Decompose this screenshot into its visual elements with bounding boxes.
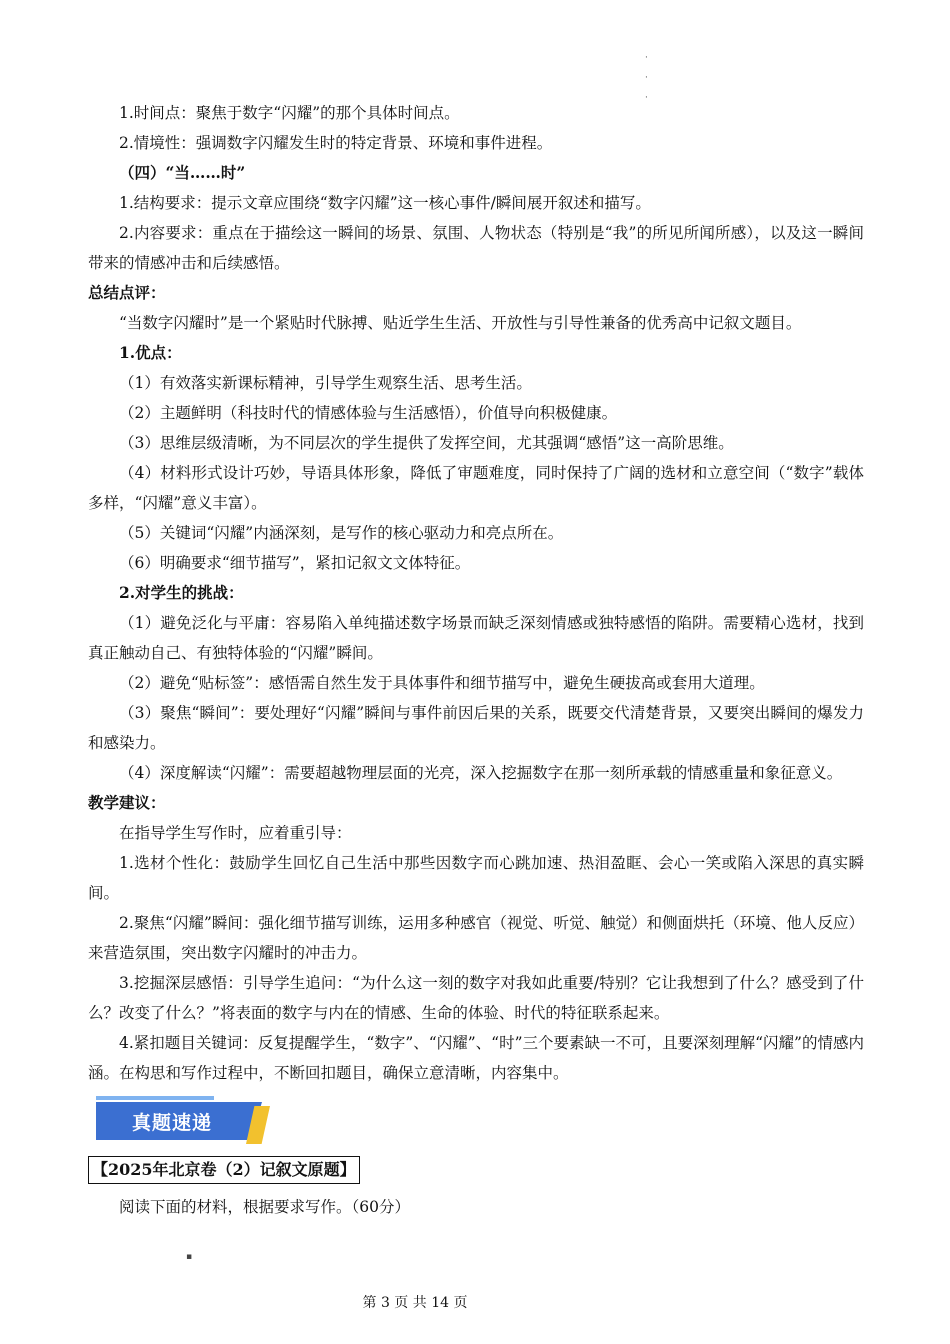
paragraph: 1.结构要求：提示文章应围绕“数字闪耀”这一核心事件/瞬间展开叙述和描写。 xyxy=(119,194,651,212)
list-item: 3.挖掘深层感悟：引导学生追问：“为什么这一刻的数字对我如此重要/特别？它让我想到了什么？感受到了什么？改变了什么？”将表面的数字与内在的情感、生命的体验、时代的特征联系起来。 xyxy=(88,974,864,1022)
section-heading: （四）“当……时” xyxy=(119,163,246,182)
exam-instruction: 阅读下面的材料，根据要求写作。（60分） xyxy=(119,1198,410,1216)
paragraph: 2.情境性：强调数字闪耀发生时的特定背景、环境和事件进程。 xyxy=(119,134,553,152)
paragraph: 在指导学生写作时，应着重引导： xyxy=(119,824,352,842)
list-item: （2）主题鲜明（科技时代的情感体验与生活感悟），价值导向积极健康。 xyxy=(119,404,618,422)
section-heading: 总结点评： xyxy=(88,283,166,302)
list-item: （1）避免泛化与平庸：容易陷入单纯描述数字场景而缺乏深刻情感或独特感悟的陷阱。需要精心选材，找到真正触动自己、有独特体验的“闪耀”瞬间。 xyxy=(88,614,864,662)
list-item: 1.选材个性化：鼓励学生回忆自己生活中那些因数字而心跳加速、热泪盈眶、会心一笑或陷入深思的真实瞬间。 xyxy=(88,854,864,902)
section-heading: 教学建议： xyxy=(88,793,166,812)
list-item: （1）有效落实新课标精神，引导学生观察生活、思考生活。 xyxy=(119,374,532,392)
section-banner xyxy=(96,1096,270,1146)
header-dots: · · · xyxy=(645,53,648,103)
list-item: 4.紧扣题目关键词：反复提醒学生，“数字”、“闪耀”、“时”三个要素缺一不可，且要深刻理解“闪耀”的情感内涵。在构思和写作过程中，不断回扣题目，确保立意清晰，内容集中。 xyxy=(88,1034,864,1082)
paragraph: 1.时间点：聚焦于数字“闪耀”的那个具体时间点。 xyxy=(119,104,460,122)
list-item: （5）关键词“闪耀”内涵深刻，是写作的核心驱动力和亮点所在。 xyxy=(119,524,564,542)
page-content xyxy=(88,98,864,1222)
subsection-heading: 1.优点： xyxy=(119,343,182,362)
banner-label: 真题速递 xyxy=(132,1112,213,1134)
list-item: 2.聚焦“闪耀”瞬间：强化细节描写训练，运用多种感官（视觉、听觉、触觉）和侧面烘托（环境、他人反应）来营造氛围，突出数字闪耀时的冲击力。 xyxy=(88,914,864,962)
list-item: （4）深度解读“闪耀”：需要超越物理层面的光亮，深入挖掘数字在那一刻所承载的情感重量和象征意义。 xyxy=(119,764,843,782)
list-item: （2）避免“贴标签”：感悟需自然生发于具体事件和细节描写中，避免生硬拔高或套用大道理。 xyxy=(119,674,765,692)
paragraph: 2.内容要求：重点在于描绘这一瞬间的场景、氛围、人物状态（特别是“我”的所见所闻所感），以及这一瞬间带来的情感冲击和后续感悟。 xyxy=(88,224,864,272)
list-item: （3）聚焦“瞬间”：要处理好“闪耀”瞬间与事件前因后果的关系，既要交代清楚背景，又要突出瞬间的爆发力和感染力。 xyxy=(88,704,864,752)
paragraph: “当数字闪耀时”是一个紧贴时代脉搏、贴近学生生活、开放性与引导性兼备的优秀高中记叙文题目。 xyxy=(119,314,802,332)
banner-stripe xyxy=(96,1096,214,1100)
exam-title: 【2025年北京卷（2）记叙文原题】 xyxy=(88,1156,360,1184)
stray-dot: ▪ xyxy=(186,1252,193,1262)
list-item: （3）思维层级清晰，为不同层次的学生提供了发挥空间，尤其强调“感悟”这一高阶思维。 xyxy=(119,434,734,452)
list-item: （4）材料形式设计巧妙，导语具体形象，降低了审题难度，同时保持了广阔的选材和立意空间（“数字”载体多样，“闪耀”意义丰富）。 xyxy=(88,464,864,512)
list-item: （6）明确要求“细节描写”，紧扣记叙文文体特征。 xyxy=(119,554,471,572)
page-footer: 第 3 页 共 14 页 xyxy=(362,1295,468,1311)
subsection-heading: 2.对学生的挑战： xyxy=(119,583,244,602)
